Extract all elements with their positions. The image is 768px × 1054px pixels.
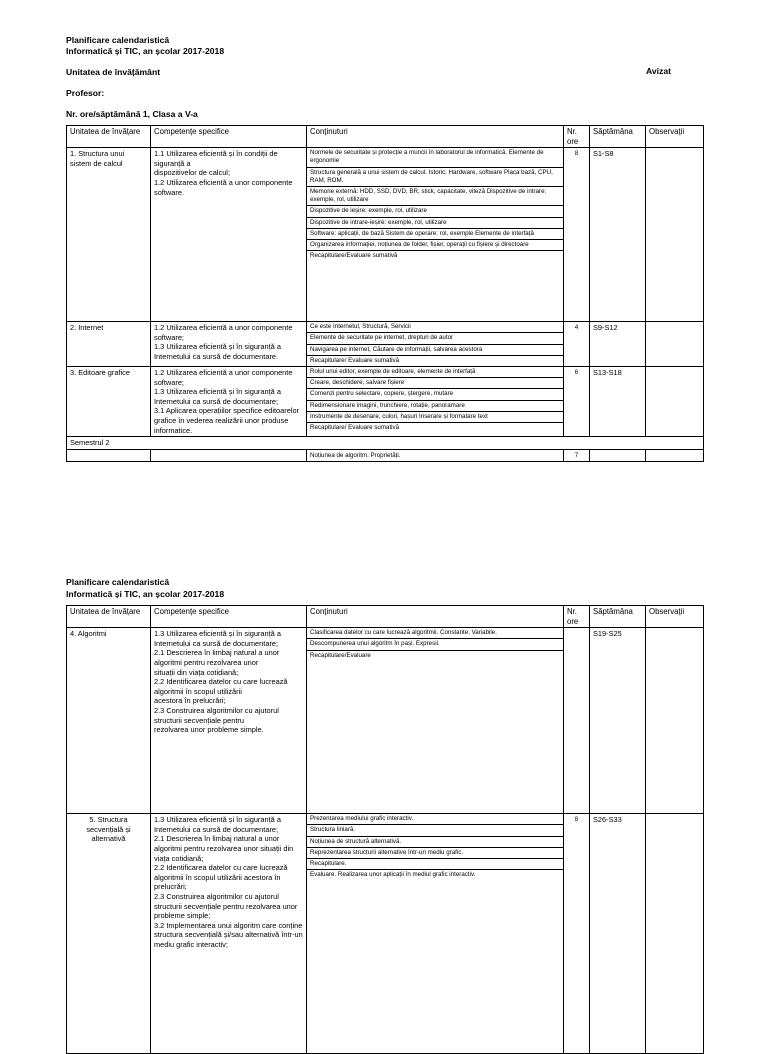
- content-item: Redimensionare imagini, trunchiere, rotație, panoramare: [307, 401, 563, 412]
- unit-cell: 1. Structura unui sistem de calcul: [67, 148, 151, 322]
- competence-item: 2.1 Descrierea în limbaj natural a unor algoritmi pentru rezolvarea unor: [154, 648, 280, 667]
- planning-table-2: [66, 605, 704, 1054]
- col-header: Conținuturi: [307, 606, 564, 628]
- observatii-cell: [646, 322, 704, 367]
- ore-cell: 8: [564, 148, 590, 322]
- content-item: Noțiunea de structură alternativă.: [307, 837, 563, 848]
- content-item: Evaluare. Realizarea unor aplicații în mediul grafic interactiv.: [310, 871, 476, 879]
- semester-label: Semestrul 2: [67, 437, 704, 450]
- content-item: Memorie externă: HDD, SSD, DVD, BR, stick, capacitate, viteză Dispozitive de intrare: exemple, rol, utilizare: [307, 187, 563, 206]
- table-row: [67, 367, 704, 437]
- competence-item: dispozitivelor de calcul;: [154, 168, 230, 178]
- ore-cell: [564, 628, 590, 814]
- content-item: Comenzi pentru selectare, copiere, ștergere, mutare: [307, 389, 563, 400]
- unit-cell: 3. Editoare grafice: [67, 367, 151, 437]
- col-header: Unitatea de învățare: [67, 606, 151, 628]
- week-cell: [590, 449, 646, 462]
- content-cell: [307, 322, 564, 367]
- competence-item: 1.2 Utilizarea eficientă a unor componente software.: [154, 177, 293, 197]
- table-row: [67, 322, 704, 367]
- content-cell: Noțiunea de algoritm. Proprietăți.: [307, 449, 564, 462]
- content-item: Creare, deschidere, salvare fișiere: [307, 378, 563, 389]
- col-header: Conținuturi: [307, 126, 564, 148]
- content-item: Elemente de securitate pe internet, drepturi de autor: [307, 333, 563, 344]
- competence-item: 1.2 Utilizarea eficientă a unor componente software;: [154, 323, 293, 342]
- content-item: Recapitulare/Evaluare: [310, 651, 371, 659]
- content-item: Reprezentarea structurii alternative într-un mediu grafic.: [307, 848, 563, 859]
- content-item: Software: aplicații, de bază Sistem de operare: rol, exemple Elemente de interfață: [307, 229, 563, 240]
- table-row: [67, 449, 704, 462]
- col-header: Unitatea de învățare: [67, 126, 151, 148]
- table-row: [67, 148, 704, 322]
- content-item: Structura generală a unui sistem de calcul. Istoric. Hardware, software Placa bază, CPU, RAM, ROM.: [307, 168, 563, 187]
- page-title: Planificare calendaristică: [66, 577, 170, 587]
- competence-item: 2.2 Identificarea datelor cu care lucrează algoritmii în scopul utilizării acestora în prelucrări;: [154, 863, 288, 892]
- competences-cell: [151, 449, 307, 462]
- table-header-row: [67, 606, 704, 628]
- content-item: Recapitulare.: [307, 859, 563, 870]
- content-item: Recapitulare/ Evaluare sumativă: [310, 356, 400, 364]
- observatii-cell: [646, 628, 704, 814]
- col-header: Competențe specifice: [151, 126, 307, 148]
- content-item: Dispozitive de ieșire: exemple, rol, utilizare: [307, 206, 563, 217]
- ore-cell: 4: [564, 322, 590, 367]
- planning-table-1: [66, 125, 704, 462]
- observatii-cell: [646, 148, 704, 322]
- competence-item: 3.2 Implementarea unui algoritm care conține structura secvențială și/sau alternativă într-un mediu grafic interactiv;: [154, 920, 303, 949]
- competence-item: acestora în prelucrări;: [154, 696, 226, 706]
- competences-cell: [151, 148, 307, 322]
- competences-cell: [151, 322, 307, 367]
- unit-cell: 4. Algoritmi: [67, 628, 151, 814]
- content-cell: [307, 148, 564, 322]
- content-item: Normele de securitate și protecție a muncii în laboratorul de informatică. Elemente de ergonomie: [307, 148, 563, 167]
- content-item: Organizarea informației, noțiunea de folder, fișier, operații cu fișiere și directoare: [307, 240, 563, 251]
- week-cell: S26-S33: [590, 814, 646, 1054]
- week-cell: S19-S25: [590, 628, 646, 814]
- competence-item: 1.3 Utilizarea eficientă și în siguranță a Internetului ca sursă de documentare;: [154, 387, 281, 406]
- competence-item: 2.2 Identificarea datelor cu care lucrează algoritmii în scopul utilizării: [154, 677, 288, 696]
- unit-cell: 5. Structura secvențială și alternativă: [67, 814, 151, 1054]
- nr-ore-label: Nr. ore/săptămână 1, Clasa a V-a: [66, 109, 198, 119]
- competence-item: 2.1 Descrierea în limbaj natural a unor algoritmi pentru rezolvarea unor situații din viața cotidiană;: [154, 834, 294, 863]
- content-item: Dispozitive de intrare-ieșire: exemple, rol, utilizare: [307, 218, 563, 229]
- content-item: Rolul unui editor, exemple de editoare, elemente de interfață: [307, 367, 563, 378]
- observatii-cell: [646, 449, 704, 462]
- table-row: [67, 628, 704, 814]
- competence-item: 2.3 Construirea algoritmilor cu ajutorul structurii secvențiale pentru: [154, 705, 279, 725]
- competences-cell: [151, 367, 307, 437]
- page-title: Planificare calendaristică: [66, 35, 170, 45]
- page-gap: [0, 512, 768, 568]
- competences-cell: [151, 628, 307, 814]
- content-item: Recapitulare/Evaluare sumativă: [310, 252, 398, 260]
- week-cell: S9-S12: [590, 322, 646, 367]
- competence-item: 1.1 Utilizarea eficientă și în condiții de siguranță a: [154, 149, 278, 168]
- content-item: Navigarea pe internet, Căutare de informații, salvarea acestora: [307, 345, 563, 356]
- competence-item: 3.1 Aplicarea operațiilor specifice editoarelor grafice în vederea realizării unor produse informatice.: [154, 406, 300, 435]
- col-header: Observații: [646, 606, 704, 628]
- observatii-cell: [646, 814, 704, 1054]
- content-item: Clasificarea datelor cu care lucrează algoritmii. Constante. Variabile.: [307, 628, 563, 639]
- competence-item: situații din viața cotidiană;: [154, 667, 239, 677]
- col-header: Nr. ore: [564, 126, 590, 148]
- content-item: Structura liniară.: [307, 825, 563, 836]
- table-row: [67, 814, 704, 1054]
- content-cell: [307, 814, 564, 1054]
- content-cell: [307, 628, 564, 814]
- content-item: Recapitulare/ Evaluare sumativă: [310, 424, 400, 432]
- content-item: Prezentarea mediului grafic interactiv.: [307, 814, 563, 825]
- avizat-label: Avizat: [646, 66, 671, 76]
- unit-cell: 2. Internet: [67, 322, 151, 367]
- competence-item: rezolvarea unor probleme simple.: [154, 725, 264, 735]
- competences-cell: [151, 814, 307, 1054]
- ore-cell: 6: [564, 367, 590, 437]
- profesor-label: Profesor:: [66, 88, 105, 98]
- col-header: Nr. ore: [564, 606, 590, 628]
- observatii-cell: [646, 367, 704, 437]
- week-cell: S1-S8: [590, 148, 646, 322]
- semester-row: [67, 437, 704, 450]
- table-header-row: [67, 126, 704, 148]
- col-header: Săptămâna: [590, 126, 646, 148]
- competence-item: 2.3 Construirea algoritmilor cu ajutorul structurii secvențiale pentru rezolvarea unor probleme simple;: [154, 891, 298, 921]
- col-header: Competențe specifice: [151, 606, 307, 628]
- content-cell: [307, 367, 564, 437]
- competence-item: 1.3 Utilizarea eficientă și în siguranță a Internetului ca sursă de documentare;: [154, 629, 281, 648]
- col-header: Săptămâna: [590, 606, 646, 628]
- ore-cell: 8: [564, 814, 590, 1054]
- week-cell: S13-S18: [590, 367, 646, 437]
- ore-cell: 7: [564, 449, 590, 462]
- page-subtitle: Informatică și TIC, an școlar 2017-2018: [66, 589, 225, 599]
- content-item: Instrumente de desenare, culori, hașuri Inserare și formatare text: [307, 412, 563, 423]
- competence-item: 1.3 Utilizarea eficientă și în siguranță a Internetului ca sursă de documentare;: [154, 815, 281, 834]
- page-subtitle: Informatică și TIC, an școlar 2017-2018: [66, 46, 225, 56]
- unitate-label: Unitatea de învățământ: [66, 67, 161, 77]
- competence-item: 1.2 Utilizarea eficientă a unor componente software;: [154, 368, 293, 387]
- content-item: Ce este Internetul, Structură, Servicii: [307, 322, 563, 333]
- competence-item: 1.3 Utilizarea eficientă și în siguranță a Internetului ca sursă de documentare.: [154, 342, 281, 361]
- content-item: Descompunerea unui algoritm în pași. Expresii.: [307, 639, 563, 650]
- col-header: Observații: [646, 126, 704, 148]
- unit-cell: [67, 449, 151, 462]
